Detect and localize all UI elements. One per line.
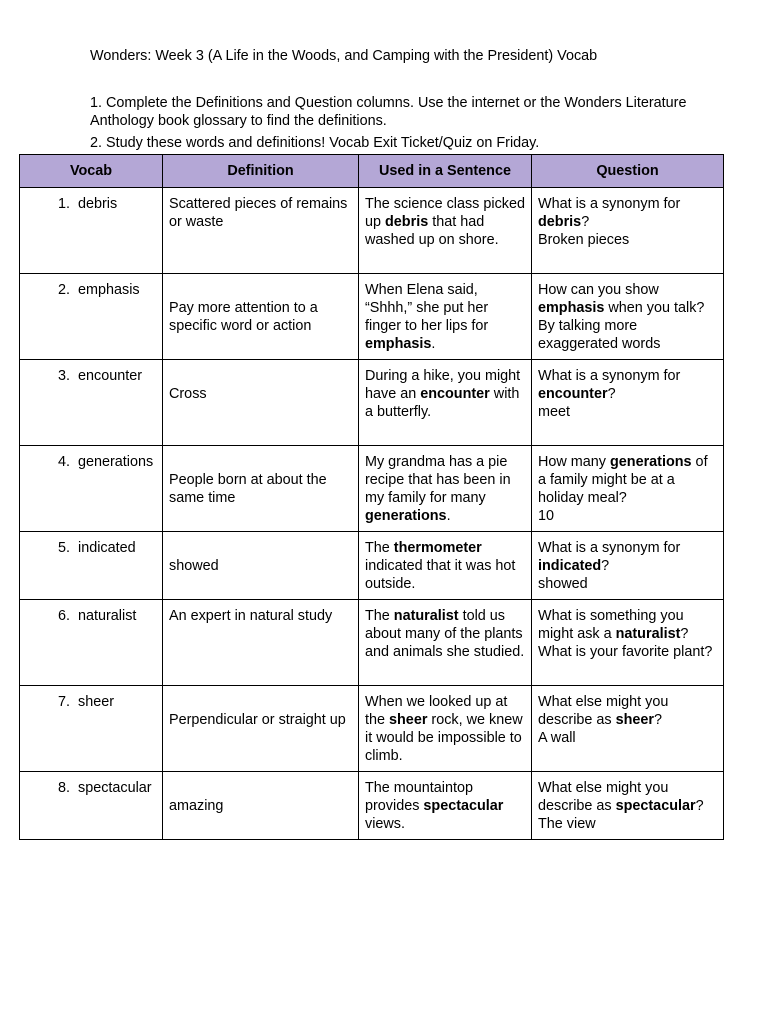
question-cell [532,600,724,686]
header-vocab: Vocab [20,155,163,188]
sentence-keyword: emphasis [365,336,432,352]
spacer [169,693,352,711]
question-keyword: debris [538,214,582,230]
table-row [20,188,724,274]
definition-text: People born at about the same time [169,472,327,506]
sentence-text: views. [365,816,405,832]
question-text: ? [581,214,590,230]
question-answer: A wall [538,730,576,746]
vocab-number: 2. [57,282,70,298]
vocab-number: 5. [57,540,70,556]
vocab-word: encounter [78,368,143,384]
vocab-cell [20,532,163,600]
sentence-keyword: encounter [420,386,490,402]
sentence-cell [359,188,532,274]
vocab-word: sheer [78,694,114,710]
vocab-word: naturalist [78,608,137,624]
question-cell [532,532,724,600]
question-answer: 10 [538,508,555,524]
sentence-text: The mountaintop provides [365,780,474,814]
question-answer: showed [538,576,588,592]
vocab-word: debris [78,196,118,212]
table-row [20,686,724,772]
table-row [20,446,724,532]
sentence-text: When Elena said, “Shhh,” she put her finger to her lips for [365,282,489,334]
definition-text: Scattered pieces of remains or waste [169,196,348,230]
definition-text: amazing [169,798,224,814]
sentence-cell [359,446,532,532]
vocab-word: generations [78,454,154,470]
question-answer: The view [538,816,596,832]
question-answer: What is your favorite plant? [538,644,713,660]
table-row [20,360,724,446]
definition-cell [163,686,359,772]
vocab-table [19,154,724,840]
header-sentence: Used in a Sentence [359,155,532,188]
question-text: What else might you describe as [538,780,669,814]
question-answer: By talking more exaggerated words [538,318,661,352]
question-text: What is a synonym for [538,196,681,212]
definition-text: Perpendicular or straight up [169,712,346,728]
spacer [169,281,352,299]
question-keyword: naturalist [615,626,681,642]
table-row [20,600,724,686]
sentence-keyword: thermometer [393,540,482,556]
definition-cell [163,274,359,360]
question-cell [532,686,724,772]
question-keyword: generations [609,454,692,470]
vocab-cell [20,772,163,840]
sentence-cell [359,772,532,840]
spacer [169,453,352,471]
vocab-word: emphasis [78,282,140,298]
vocab-cell [20,274,163,360]
question-answer: meet [538,404,570,420]
question-keyword: spectacular [615,798,696,814]
question-text: ? [601,558,610,574]
sentence-cell [359,600,532,686]
vocab-number: 6. [57,608,70,624]
question-text: What is a synonym for [538,540,681,556]
question-text: ? [654,712,663,728]
vocab-word: spectacular [78,780,152,796]
table-body [20,188,724,840]
question-cell [532,188,724,274]
sentence-text: The [365,608,394,624]
page-title: Wonders: Week 3 (A Life in the Woods, and Camping with the President) Vocab [90,48,598,64]
vocab-cell [20,600,163,686]
sentence-keyword: debris [385,214,429,230]
sentence-keyword: generations [365,508,447,524]
vocab-number: 7. [57,694,70,710]
question-cell [532,446,724,532]
definition-cell [163,532,359,600]
definition-cell [163,772,359,840]
header-definition: Definition [163,155,359,188]
vocab-word: indicated [78,540,136,556]
sentence-text: rock, we knew it would be impossible to climb. [365,712,523,764]
instruction-1: 1. Complete the Definitions and Question columns. Use the internet or the Wonders Literature Anthology book glossary to find the definitions. [90,95,687,129]
question-text: What is a synonym for [538,368,681,384]
sentence-keyword: spectacular [423,798,504,814]
header-question: Question [532,155,724,188]
question-text: ? [680,626,689,642]
question-keyword: encounter [538,386,608,402]
question-text: when you talk? [604,300,705,316]
sentence-text: During a hike, you might have an [365,368,521,402]
question-answer: Broken pieces [538,232,630,248]
header-row [20,155,724,188]
sentence-cell [359,532,532,600]
spacer [169,539,352,557]
vocab-number: 8. [57,780,70,796]
question-keyword: sheer [615,712,654,728]
definition-cell [163,188,359,274]
question-text: What else might you describe as [538,694,669,728]
question-keyword: emphasis [538,300,605,316]
sentence-text: My grandma has a pie recipe that has been in my family for many [365,454,511,506]
sentence-text: indicated that it was hot outside. [365,558,516,592]
sentence-text: . [431,336,436,352]
definition-cell [163,600,359,686]
spacer [169,367,352,385]
question-cell [532,274,724,360]
sentence-text: . [446,508,451,524]
definition-text: An expert in natural study [169,608,333,624]
sentence-text: The science class picked up [365,196,525,230]
table-row [20,532,724,600]
table-row [20,772,724,840]
vocab-number: 1. [57,196,70,212]
sentence-text: The [365,540,394,556]
question-text: of a family might be at a holiday meal? [538,454,708,506]
sentence-text: When we looked up at the [365,694,508,728]
definition-cell [163,360,359,446]
vocab-cell [20,446,163,532]
question-text: How can you show [538,282,659,298]
sentence-text: that had washed up on shore. [365,214,499,248]
spacer [169,779,352,797]
sentence-cell [359,686,532,772]
question-cell [532,360,724,446]
sentence-keyword: sheer [389,712,428,728]
sentence-cell [359,360,532,446]
definition-text: showed [169,558,219,574]
table-row [20,274,724,360]
question-text: ? [607,386,616,402]
vocab-cell [20,360,163,446]
definition-text: Pay more attention to a specific word or action [169,300,318,334]
definition-text: Cross [169,386,207,402]
sentence-keyword: naturalist [393,608,459,624]
vocab-cell [20,188,163,274]
question-text: ? [695,798,704,814]
instruction-2: 2. Study these words and definitions! Vocab Exit Ticket/Quiz on Friday. [90,135,540,151]
definition-cell [163,446,359,532]
sentence-text: with a butterfly. [365,386,520,420]
vocab-cell [20,686,163,772]
question-keyword: indicated [538,558,602,574]
sentence-cell [359,274,532,360]
sentence-text: told us about many of the plants and animals she studied. [365,608,525,660]
vocab-number: 4. [57,454,70,470]
question-text: What is something you might ask a [538,608,684,642]
vocab-number: 3. [57,368,70,384]
question-text: How many [538,454,610,470]
question-cell [532,772,724,840]
